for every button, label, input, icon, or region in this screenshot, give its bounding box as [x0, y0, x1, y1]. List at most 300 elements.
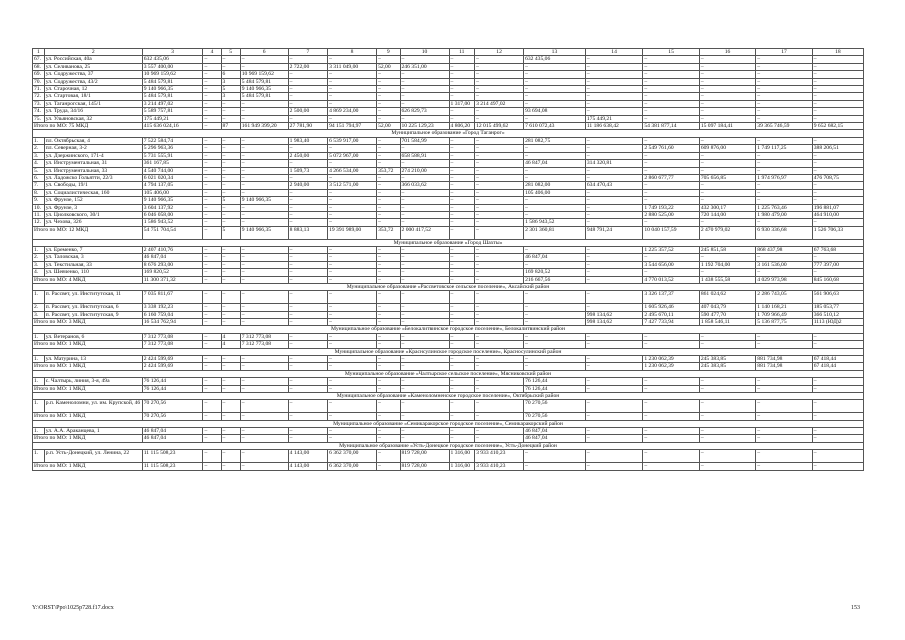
table-cell: –: [377, 93, 400, 100]
table-cell: –: [643, 385, 699, 392]
table-cell: –: [328, 189, 377, 196]
table-cell: –: [240, 463, 288, 470]
table-cell: –: [475, 378, 524, 385]
table-cell: –: [475, 167, 524, 174]
table-cell: –: [449, 311, 475, 318]
table-cell: 76 126,44: [524, 378, 586, 385]
table-cell: 12 015 499,62: [475, 123, 524, 130]
table-cell: ул. Фрунзе, 152: [44, 197, 142, 204]
table-cell: –: [643, 71, 699, 78]
table-cell: 361 167,85: [142, 160, 203, 167]
table-cell: –: [812, 167, 863, 174]
table-cell: –: [377, 152, 400, 159]
table-cell: 1 586 943,52: [142, 219, 203, 226]
table-cell: –: [240, 63, 288, 70]
table-cell: –: [449, 108, 475, 115]
table-cell: –: [288, 276, 327, 283]
table-cell: –: [221, 246, 240, 253]
table-cell: 18: [812, 49, 863, 56]
table-cell: –: [240, 152, 288, 159]
table-row: [33, 291, 864, 304]
table-cell: –: [328, 269, 377, 276]
table-cell: 5 484 579,81: [142, 78, 203, 85]
section-heading-row: [33, 326, 864, 333]
table-cell: –: [288, 363, 327, 370]
table-cell: 11 186 638,42: [585, 123, 643, 130]
table-cell: 246 351,00: [400, 63, 449, 70]
table-cell: –: [377, 463, 400, 470]
table-cell: 1 709 966,49: [756, 311, 812, 318]
table-cell: –: [449, 261, 475, 268]
total-row: [33, 226, 864, 239]
table-cell: 366 033,62: [400, 182, 449, 189]
table-cell: –: [240, 219, 288, 226]
table-cell: –: [377, 145, 400, 152]
table-cell: –: [475, 356, 524, 363]
table-row: [33, 378, 864, 385]
table-cell: 4.: [33, 269, 45, 276]
table-cell: –: [643, 269, 699, 276]
table-cell: –: [449, 378, 475, 385]
table-cell: 8: [328, 49, 377, 56]
table-cell: 4: [203, 49, 221, 56]
table-cell: 7 312 773,08: [142, 333, 203, 340]
table-cell: –: [288, 341, 327, 348]
table-cell: –: [449, 211, 475, 218]
table-cell: –: [449, 204, 475, 211]
table-cell: –: [585, 167, 643, 174]
table-cell: –: [203, 363, 221, 370]
table-cell: 6 046 058,00: [142, 211, 203, 218]
total-row: [33, 463, 864, 470]
table-cell: 720 144,00: [699, 211, 755, 218]
table-cell: 464 910,00: [812, 211, 863, 218]
table-cell: –: [328, 197, 377, 204]
table-cell: –: [756, 86, 812, 93]
table-cell: –: [812, 152, 863, 159]
table-cell: 2 301 360,81: [524, 226, 586, 239]
table-cell: 5 731 555,91: [142, 152, 203, 159]
table-cell: 8.: [33, 189, 45, 196]
table-cell: –: [585, 333, 643, 340]
table-cell: 7.: [33, 182, 45, 189]
table-cell: –: [756, 189, 812, 196]
table-cell: –: [377, 319, 400, 326]
table-cell: –: [240, 137, 288, 144]
table-cell: 6 362 370,00: [328, 450, 377, 463]
table-cell: –: [400, 211, 449, 218]
table-cell: –: [377, 363, 400, 370]
table-cell: –: [377, 304, 400, 311]
table-cell: –: [475, 269, 524, 276]
table-cell: –: [699, 428, 755, 435]
table-row: [33, 56, 864, 63]
table-cell: –: [475, 211, 524, 218]
table-cell: р.п. Каменоломни, ул. им. Крупской, 46: [44, 400, 142, 413]
table-cell: –: [449, 333, 475, 340]
table-cell: 2: [44, 49, 142, 56]
table-cell: 2 495 670,11: [643, 311, 699, 318]
table-cell: –: [449, 63, 475, 70]
table-cell: 1.: [33, 428, 45, 435]
table-cell: 68.: [33, 63, 45, 70]
table-cell: –: [377, 413, 400, 420]
total-row: [33, 276, 864, 283]
table-cell: 15: [643, 49, 699, 56]
table-cell: –: [203, 174, 221, 181]
table-cell: 9: [377, 49, 400, 56]
table-cell: –: [221, 152, 240, 159]
table-cell: –: [756, 400, 812, 413]
table-row: [33, 115, 864, 122]
table-cell: Итого по МО: 4 МКД: [33, 276, 143, 283]
table-cell: 9 140 966,35: [240, 197, 288, 204]
table-cell: 1.: [33, 291, 45, 304]
table-cell: ул. Фрунзе, 3: [44, 204, 142, 211]
table-cell: 705 656,85: [699, 174, 755, 181]
table-cell: –: [240, 211, 288, 218]
table-cell: –: [328, 333, 377, 340]
table-cell: –: [449, 304, 475, 311]
table-row: [33, 137, 864, 144]
table-cell: –: [203, 413, 221, 420]
table-cell: –: [240, 145, 288, 152]
document-page: [32, 48, 864, 471]
table-cell: –: [377, 428, 400, 435]
table-cell: –: [756, 100, 812, 107]
table-cell: –: [812, 100, 863, 107]
table-cell: –: [203, 93, 221, 100]
table-cell: –: [812, 63, 863, 70]
table-cell: –: [203, 226, 221, 239]
table-row: [33, 356, 864, 363]
table-cell: –: [328, 385, 377, 392]
table-cell: –: [524, 304, 586, 311]
table-cell: –: [288, 160, 327, 167]
table-cell: 169 820,52: [524, 269, 586, 276]
table-cell: –: [475, 254, 524, 261]
table-cell: –: [221, 450, 240, 463]
total-row: [33, 123, 864, 130]
table-cell: 2 000 417,52: [400, 226, 449, 239]
table-cell: 634 470,43: [585, 182, 643, 189]
table-cell: 1.: [33, 246, 45, 253]
table-cell: Итого по МО: 75 МКД: [33, 123, 143, 130]
table-cell: 5 484 579,81: [240, 78, 288, 85]
table-cell: 561 906,63: [812, 291, 863, 304]
table-cell: пл. Октябрьская, 4: [44, 137, 142, 144]
table-cell: –: [203, 435, 221, 442]
table-cell: –: [203, 269, 221, 276]
table-cell: –: [449, 276, 475, 283]
table-cell: –: [328, 246, 377, 253]
table-cell: –: [240, 428, 288, 435]
table-cell: –: [475, 226, 524, 239]
table-cell: –: [585, 93, 643, 100]
table-cell: –: [203, 56, 221, 63]
table-cell: –: [524, 261, 586, 268]
section-heading-row: [33, 283, 864, 290]
table-cell: –: [377, 356, 400, 363]
table-cell: –: [475, 182, 524, 189]
table-cell: –: [699, 450, 755, 463]
table-cell: –: [203, 291, 221, 304]
table-cell: ул. Еременко, 7: [44, 246, 142, 253]
table-cell: 1 230 062,39: [643, 356, 699, 363]
table-cell: –: [756, 197, 812, 204]
table-cell: 6 021 020,34: [142, 174, 203, 181]
table-cell: –: [221, 356, 240, 363]
table-cell: 7 610 072,43: [524, 123, 586, 130]
table-cell: –: [203, 137, 221, 144]
table-cell: –: [288, 311, 327, 318]
table-cell: –: [377, 254, 400, 261]
table-cell: –: [400, 341, 449, 348]
table-cell: –: [812, 435, 863, 442]
table-cell: –: [585, 356, 643, 363]
table-cell: 15 097 184,41: [699, 123, 755, 130]
table-cell: 70 270,56: [142, 400, 203, 413]
table-cell: –: [475, 319, 524, 326]
table-cell: –: [475, 219, 524, 226]
table-cell: 1 316,00: [449, 463, 475, 470]
table-cell: ул. Текстильная, 33: [44, 261, 142, 268]
table-cell: –: [585, 100, 643, 107]
table-cell: –: [475, 333, 524, 340]
table-cell: 3 512 571,00: [328, 182, 377, 189]
table-cell: 2 860 677,77: [643, 174, 699, 181]
table-cell: –: [400, 246, 449, 253]
table-cell: –: [812, 108, 863, 115]
table-cell: –: [585, 435, 643, 442]
table-cell: –: [585, 363, 643, 370]
table-cell: –: [221, 108, 240, 115]
table-cell: 5: [221, 226, 240, 239]
table-cell: –: [328, 356, 377, 363]
table-cell: –: [377, 341, 400, 348]
table-cell: –: [449, 226, 475, 239]
table-cell: 1 605 926,46: [643, 304, 699, 311]
table-cell: 1 858 546,11: [699, 319, 755, 326]
table-cell: –: [240, 400, 288, 413]
table-cell: –: [400, 356, 449, 363]
table-cell: ул. Таганрогская, 145/1: [44, 100, 142, 107]
table-cell: –: [812, 115, 863, 122]
table-cell: –: [203, 261, 221, 268]
table-cell: 7 035 811,67: [142, 291, 203, 304]
table-cell: –: [288, 304, 327, 311]
table-cell: 46 847,04: [524, 435, 586, 442]
table-cell: –: [475, 152, 524, 159]
table-cell: –: [203, 385, 221, 392]
table-cell: –: [400, 219, 449, 226]
table-cell: –: [203, 152, 221, 159]
table-cell: 6 160 759,04: [142, 311, 203, 318]
table-cell: –: [221, 167, 240, 174]
table-cell: –: [699, 254, 755, 261]
table-cell: –: [240, 435, 288, 442]
total-row: [33, 341, 864, 348]
table-cell: –: [377, 269, 400, 276]
table-cell: –: [203, 276, 221, 283]
table-cell: 5: [221, 86, 240, 93]
table-row: [33, 204, 864, 211]
table-cell: –: [756, 167, 812, 174]
table-row: [33, 450, 864, 463]
table-row: [33, 428, 864, 435]
table-cell: –: [377, 291, 400, 304]
table-cell: –: [812, 385, 863, 392]
table-cell: –: [240, 276, 288, 283]
table-cell: 3: [142, 49, 203, 56]
table-cell: –: [475, 261, 524, 268]
table-cell: –: [328, 160, 377, 167]
table-cell: 67 418,44: [812, 356, 863, 363]
table-cell: –: [288, 78, 327, 85]
table-cell: –: [203, 63, 221, 70]
table-cell: –: [221, 56, 240, 63]
table-cell: 1 974 976,97: [756, 174, 812, 181]
table-cell: –: [524, 311, 586, 318]
table-cell: 3 161 536,00: [756, 261, 812, 268]
table-cell: –: [643, 115, 699, 122]
table-cell: ул. Циолковского, 30/1: [44, 211, 142, 218]
table-cell: –: [288, 246, 327, 253]
table-cell: 94 151 794,97: [328, 123, 377, 130]
table-cell: –: [240, 261, 288, 268]
table-cell: –: [240, 356, 288, 363]
table-cell: 868 437,98: [756, 246, 812, 253]
table-cell: 861 024,62: [699, 291, 755, 304]
table-cell: –: [585, 378, 643, 385]
table-cell: 476 708,75: [812, 174, 863, 181]
table-cell: 93 694,08: [524, 108, 586, 115]
table-cell: –: [475, 363, 524, 370]
table-cell: –: [288, 174, 327, 181]
table-cell: 1 749 117,25: [756, 145, 812, 152]
table-cell: 6: [221, 71, 240, 78]
table-cell: –: [288, 435, 327, 442]
table-cell: 2 470 979,02: [699, 226, 755, 239]
table-cell: –: [585, 246, 643, 253]
table-cell: –: [240, 108, 288, 115]
table-cell: 3 933 410,23: [475, 450, 524, 463]
table-cell: –: [203, 123, 221, 130]
table-cell: 9.: [33, 197, 45, 204]
table-cell: –: [524, 93, 586, 100]
table-cell: –: [756, 413, 812, 420]
table-cell: ул. Старочная, 12: [44, 86, 142, 93]
table-cell: –: [475, 435, 524, 442]
table-cell: 3 544 656,00: [643, 261, 699, 268]
table-cell: –: [449, 167, 475, 174]
table-row: [33, 311, 864, 318]
table-cell: –: [240, 385, 288, 392]
table-cell: 845 160,68: [812, 276, 863, 283]
table-cell: 52,00: [377, 123, 400, 130]
table-cell: 8 883,13: [288, 226, 327, 239]
table-cell: –: [643, 152, 699, 159]
table-cell: 819 728,00: [400, 463, 449, 470]
table-cell: –: [524, 341, 586, 348]
table-cell: –: [377, 108, 400, 115]
table-cell: Муниципальное образование «Чалтырское сельское поселение», Мясниковский район: [33, 370, 864, 377]
table-cell: –: [699, 385, 755, 392]
table-cell: –: [812, 219, 863, 226]
table-cell: –: [240, 100, 288, 107]
table-row: [33, 152, 864, 159]
table-cell: 2.: [33, 145, 45, 152]
table-cell: 2 424 599,69: [142, 363, 203, 370]
table-cell: –: [203, 378, 221, 385]
table-cell: –: [377, 204, 400, 211]
table-cell: –: [643, 93, 699, 100]
table-cell: –: [524, 63, 586, 70]
table-cell: –: [812, 413, 863, 420]
table-cell: –: [524, 152, 586, 159]
table-cell: 9 140 966,35: [142, 86, 203, 93]
table-cell: –: [288, 333, 327, 340]
table-cell: –: [377, 435, 400, 442]
table-cell: 7 522 584,74: [142, 137, 203, 144]
table-cell: –: [699, 93, 755, 100]
table-cell: –: [400, 71, 449, 78]
table-cell: –: [328, 219, 377, 226]
table-cell: 2 424 599,69: [142, 356, 203, 363]
table-cell: –: [524, 463, 586, 470]
table-cell: –: [756, 56, 812, 63]
table-cell: –: [812, 86, 863, 93]
table-cell: –: [585, 269, 643, 276]
table-cell: Итого по МО: 1 МКД: [33, 341, 143, 348]
table-cell: ул. Чехова, 326: [44, 219, 142, 226]
table-cell: –: [400, 311, 449, 318]
table-cell: 105 406,00: [524, 189, 586, 196]
table-cell: –: [585, 78, 643, 85]
table-cell: –: [221, 463, 240, 470]
table-cell: –: [812, 56, 863, 63]
table-cell: 4 266 534,00: [328, 167, 377, 174]
table-cell: –: [328, 341, 377, 348]
table-cell: 67 418,44: [812, 363, 863, 370]
table-cell: –: [240, 189, 288, 196]
table-cell: –: [475, 246, 524, 253]
table-cell: 777 397,00: [812, 261, 863, 268]
table-cell: –: [449, 78, 475, 85]
table-cell: –: [221, 413, 240, 420]
table-cell: –: [288, 189, 327, 196]
table-cell: –: [328, 291, 377, 304]
table-cell: –: [643, 108, 699, 115]
table-cell: –: [203, 211, 221, 218]
table-cell: –: [377, 211, 400, 218]
table-cell: 196 881,07: [812, 204, 863, 211]
table-cell: 1: [33, 49, 45, 56]
table-cell: 5: [221, 49, 240, 56]
table-cell: 1 980 479,00: [756, 211, 812, 218]
table-cell: –: [328, 115, 377, 122]
table-cell: Итого по МО: 1 МКД: [33, 463, 143, 470]
table-cell: –: [377, 333, 400, 340]
table-row: [33, 246, 864, 253]
table-cell: –: [524, 167, 586, 174]
table-cell: 1 526 706,33: [812, 226, 863, 239]
table-cell: –: [240, 450, 288, 463]
table-cell: –: [203, 160, 221, 167]
table-cell: –: [400, 115, 449, 122]
table-cell: –: [475, 204, 524, 211]
table-cell: Муниципальное образование «Каменоломненское городское поселение», Октябрьский район: [33, 393, 864, 400]
